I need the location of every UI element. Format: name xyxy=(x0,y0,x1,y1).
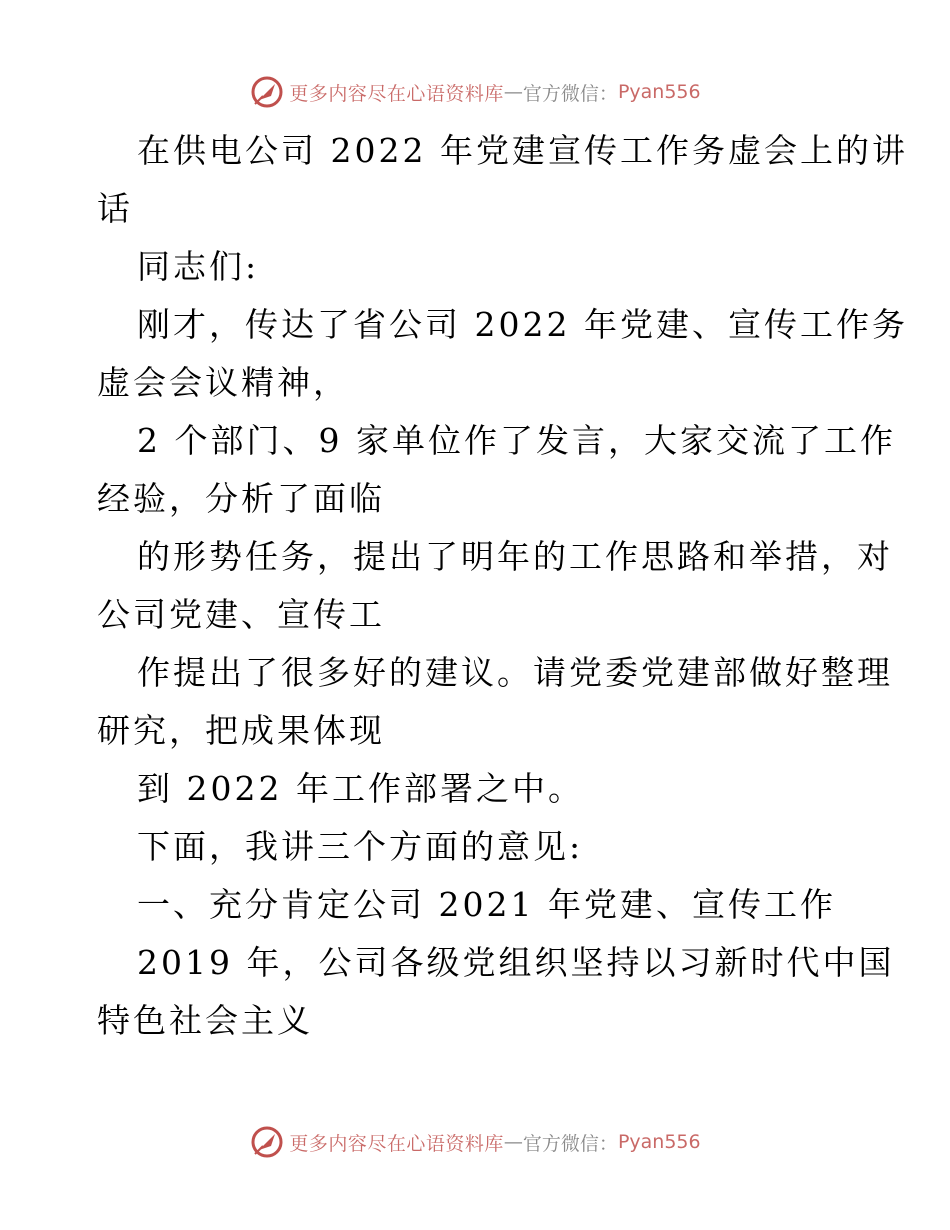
paragraph-line: 到 2022 年工作部署之中。 xyxy=(137,769,584,808)
paragraph-line: 作提出了很多好的建议。请党委党建部做好整理 xyxy=(137,653,893,692)
watermark-sub-text: 官方微信： xyxy=(522,1132,618,1155)
paragraph-line: 下面，我讲三个方面的意见: xyxy=(137,827,584,866)
title-line-1: 在供电公司 2022 年党建宣传工作务虚会上的讲 xyxy=(137,131,908,170)
watermark-footer xyxy=(0,1122,950,1162)
watermark-wechat-id: Pyan556 xyxy=(617,81,701,103)
watermark-main-text: 更多内容尽在心语资料库 xyxy=(289,1132,504,1155)
quill-logo-icon xyxy=(249,74,285,110)
document-body xyxy=(97,122,908,1050)
title-line-2: 话 xyxy=(97,189,133,228)
watermark-header xyxy=(0,72,950,112)
paragraph-line: 2019 年，公司各级党组织坚持以习新时代中国 xyxy=(137,943,895,982)
watermark-main-text: 更多内容尽在心语资料库 xyxy=(289,82,504,105)
paragraph-line: 的形势任务，提出了明年的工作思路和举措，对 xyxy=(137,537,893,576)
paragraph-line: 研究，把成果体现 xyxy=(97,711,385,750)
paragraph-line: 刚才，传达了省公司 2022 年党建、宣传工作务 xyxy=(137,305,908,344)
paragraph-line: 公司党建、宣传工 xyxy=(97,595,385,634)
watermark-sub-text: 官方微信： xyxy=(522,82,618,105)
paragraph-line: 经验，分析了面临 xyxy=(97,479,385,518)
salutation: 同志们: xyxy=(137,247,260,286)
section-heading: 一、充分肯定公司 2021 年党建、宣传工作 xyxy=(137,885,836,924)
watermark-wechat-id: Pyan556 xyxy=(617,1131,701,1153)
watermark-dash: — xyxy=(503,1131,523,1153)
paragraph-line: 虚会会议精神， xyxy=(97,363,349,402)
quill-logo-icon xyxy=(249,1124,285,1160)
paragraph-line: 特色社会主义 xyxy=(97,1001,313,1040)
watermark-dash: — xyxy=(503,81,523,103)
paragraph-line: 2 个部门、9 家单位作了发言，大家交流了工作 xyxy=(137,421,896,460)
